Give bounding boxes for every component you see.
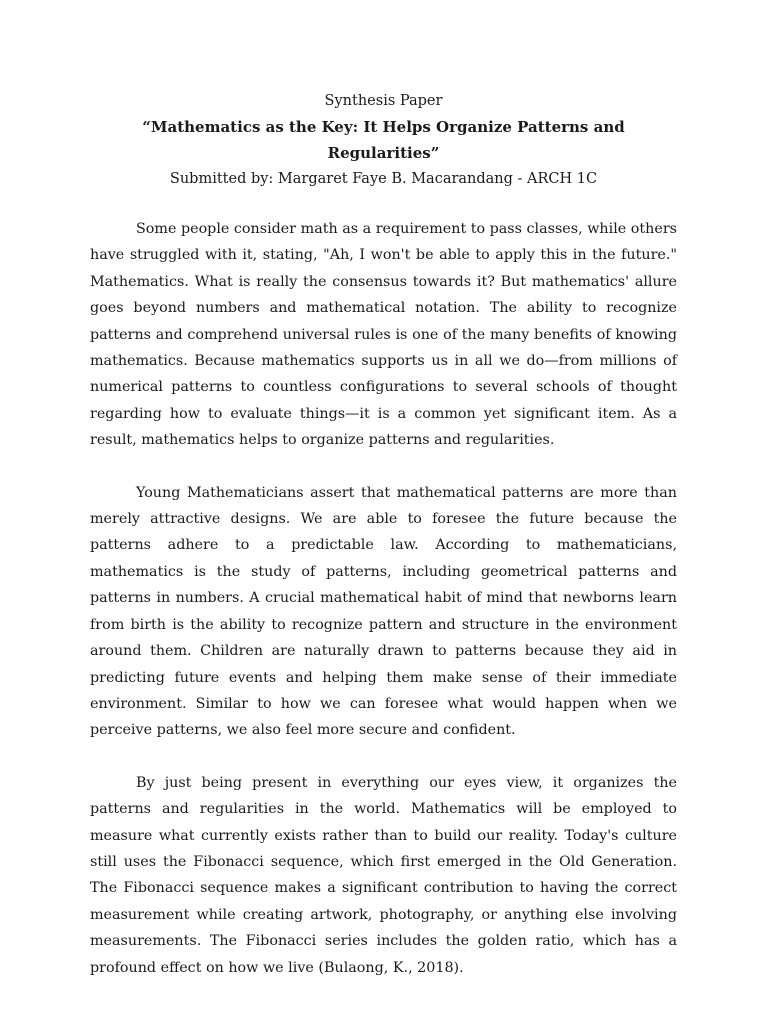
- document-label: Synthesis Paper: [324, 93, 443, 109]
- submitted-by-line: Submitted by: Margaret Faye B. Macarandang - ARCH 1C: [169, 171, 598, 187]
- paragraph-2: Young Mathematicians assert that mathematical patterns are more than merely attractive designs. We are able to foresee the future because the patterns adhere to a predictable law. According to mathematicians, mathematics is the study of patterns, including geometrical patterns and patterns in numbers. A crucial mathematical habit of mind that newborns learn from birth is the ability to recognize pattern and structure in the environment around them. Children are naturally drawn to patterns because they aid in predicting future events and helping them make sense of their immediate environment. Similar to how we can foresee what would happen when we perceive patterns, we also feel more secure and confident.: [90, 484, 677, 739]
- document-page: [90, 88, 677, 1007]
- paragraph-1: Some people consider math as a requirement to pass classes, while others have struggled with it, stating, "Ah, I won't be able to apply this in the future." Mathematics. What is really the consensus towards it? But mathematics' allure goes beyond numbers and mathematical notation. The ability to recognize patterns and comprehend universal rules is one of the many benefits of knowing mathematics. Because mathematics supports us in all we do—from millions of numerical patterns to countless configurations to several schools of thought regarding how to evaluate things—it is a common yet significant item. As a result, mathematics helps to organize patterns and regularities.: [90, 221, 677, 449]
- paragraph-3: By just being present in everything our eyes view, it organizes the patterns and regularities in the world. Mathematics will be employed to measure what currently exists rather than to build our reality. Today's culture still uses the Fibonacci sequence, which first emerged in the Old Generation. The Fibonacci sequence makes a significant contribution to having the correct measurement while creating artwork, photography, or anything else involving measurements. The Fibonacci series includes the golden ratio, which has a profound effect on how we live (Bulaong, K., 2018).: [90, 774, 677, 976]
- document-title: “Mathematics as the Key: It Helps Organize Patterns and Regularities”: [142, 118, 625, 162]
